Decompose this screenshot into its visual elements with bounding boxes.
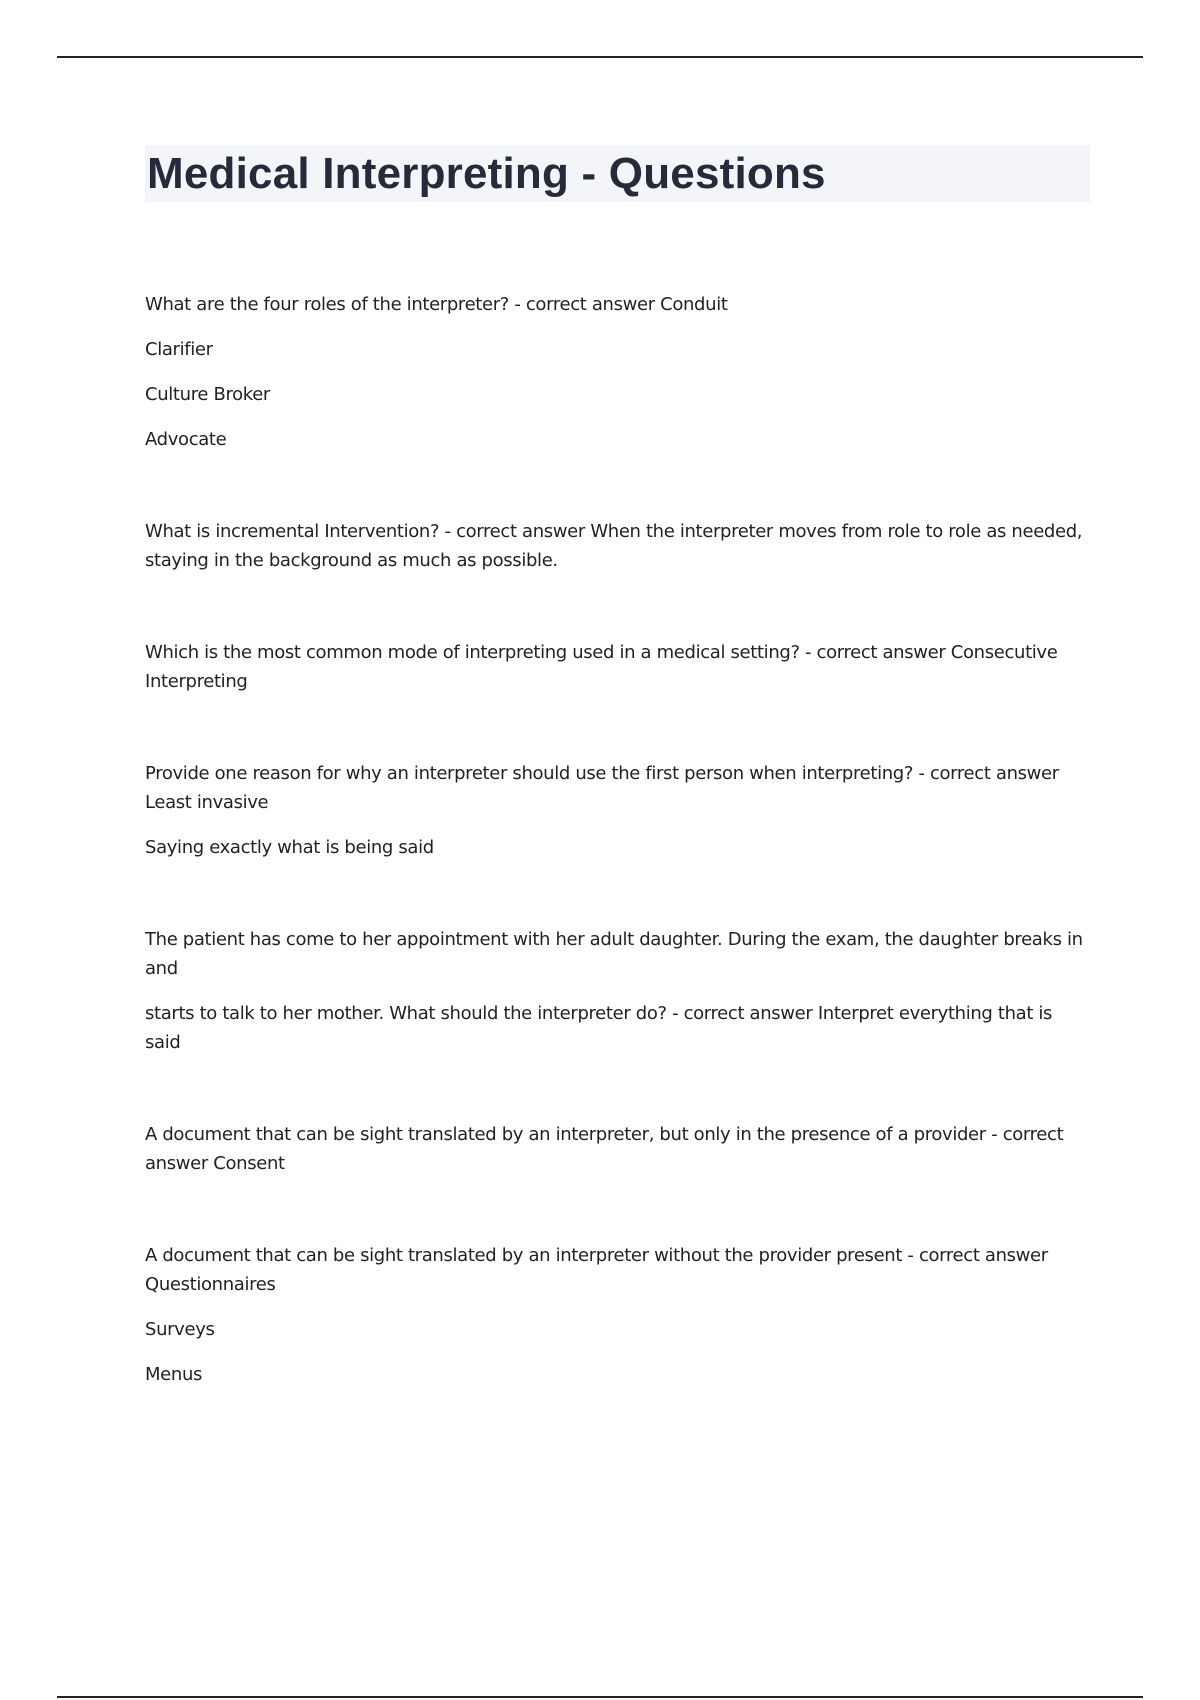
qa-line: A document that can be sight translated by an interpreter without the provider present - correct answer Questionnaires <box>145 1245 1048 1295</box>
document-title: Medical Interpreting - Questions <box>147 149 826 198</box>
qa-item-2 <box>145 517 1090 575</box>
qa-item-3 <box>145 638 1090 696</box>
qa-line: Which is the most common mode of interpreting used in a medical setting? - correct answer Consecutive Interpreting <box>145 642 1058 692</box>
qa-item-5 <box>145 925 1090 1057</box>
qa-line: Advocate <box>145 429 227 450</box>
qa-line: Saying exactly what is being said <box>145 837 434 858</box>
qa-line: Surveys <box>145 1319 215 1340</box>
qa-line: Culture Broker <box>145 384 270 405</box>
qa-line: starts to talk to her mother. What should the interpreter do? - correct answer Interpret everything that is said <box>145 1003 1053 1053</box>
document-body <box>145 145 1090 1452</box>
qa-item-6 <box>145 1120 1090 1178</box>
top-rule <box>57 56 1143 58</box>
qa-line: A document that can be sight translated by an interpreter, but only in the presence of a provider - correct answer Consent <box>145 1124 1064 1174</box>
qa-line: Menus <box>145 1364 203 1385</box>
qa-line: Clarifier <box>145 339 213 360</box>
qa-line: Provide one reason for why an interpreter should use the first person when interpreting? - correct answer Least invasive <box>145 763 1059 813</box>
qa-list <box>145 290 1090 1389</box>
qa-line: What are the four roles of the interpreter? - correct answer Conduit <box>145 294 728 315</box>
qa-line: What is incremental Intervention? - correct answer When the interpreter moves from role to role as needed, staying in the background as much as possible. <box>145 521 1083 571</box>
title-banner <box>145 145 1090 202</box>
qa-item-4 <box>145 759 1090 862</box>
qa-line: The patient has come to her appointment with her adult daughter. During the exam, the daughter breaks in and <box>145 929 1083 979</box>
qa-item-7 <box>145 1241 1090 1389</box>
qa-item-1 <box>145 290 1090 454</box>
bottom-rule <box>57 1696 1143 1698</box>
